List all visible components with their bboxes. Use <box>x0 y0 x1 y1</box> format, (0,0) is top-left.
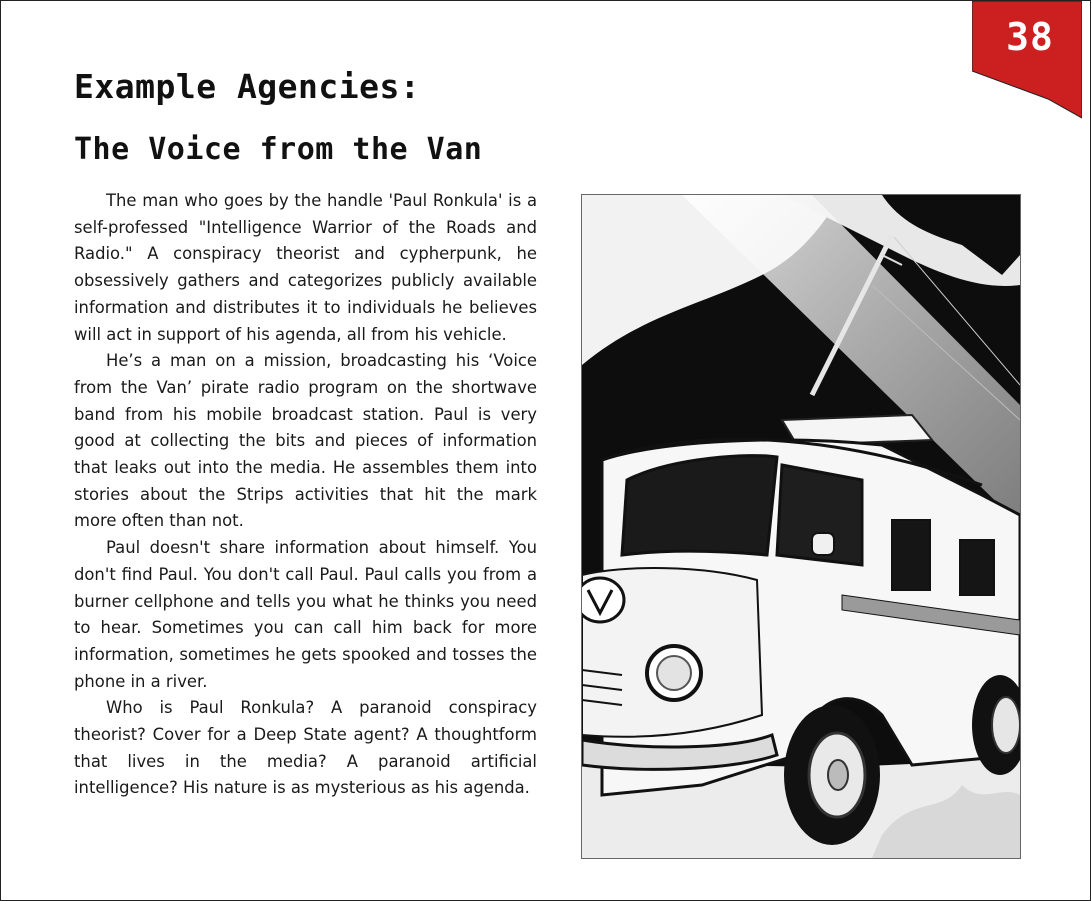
body-text <box>74 188 537 802</box>
page-title: Example Agencies: <box>74 67 421 106</box>
van-with-antenna-illustration-icon <box>582 195 1020 858</box>
section-subtitle: The Voice from the Van <box>74 132 483 167</box>
paragraph: The man who goes by the handle 'Paul Ronkula' is a self-professed "Intelligence Warrior of the Roads and Radio." A conspiracy theorist and cypherpunk, he obsessively gathers and categorizes publicly available information and distributes it to individuals he believes will act in support of his agenda, all from his vehicle. <box>74 191 537 344</box>
van-illustration <box>581 194 1021 859</box>
page-number: 38 <box>1006 15 1054 59</box>
paragraph: Who is Paul Ronkula? A paranoid conspiracy theorist? Cover for a Deep State agent? A thoughtform that lives in the media? A paranoid artificial intelligence? His nature is as mysterious as his agenda. <box>74 698 537 798</box>
paragraph: Paul doesn't share information about himself. You don't find Paul. You don't call Paul. Paul calls you from a burner cellphone and tells you what he thinks you need to hear. Sometimes you can call him back for more information, sometimes he gets spooked and tosses the phone in a river. <box>74 538 537 691</box>
paragraph: He’s a man on a mission, broadcasting his ‘Voice from the Van’ pirate radio program on the shortwave band from his mobile broadcast station. Paul is very good at collecting the bits and pieces of information that leaks out into the media. He assembles them into stories about the Strips activities that hit the mark more often than not. <box>74 351 537 531</box>
